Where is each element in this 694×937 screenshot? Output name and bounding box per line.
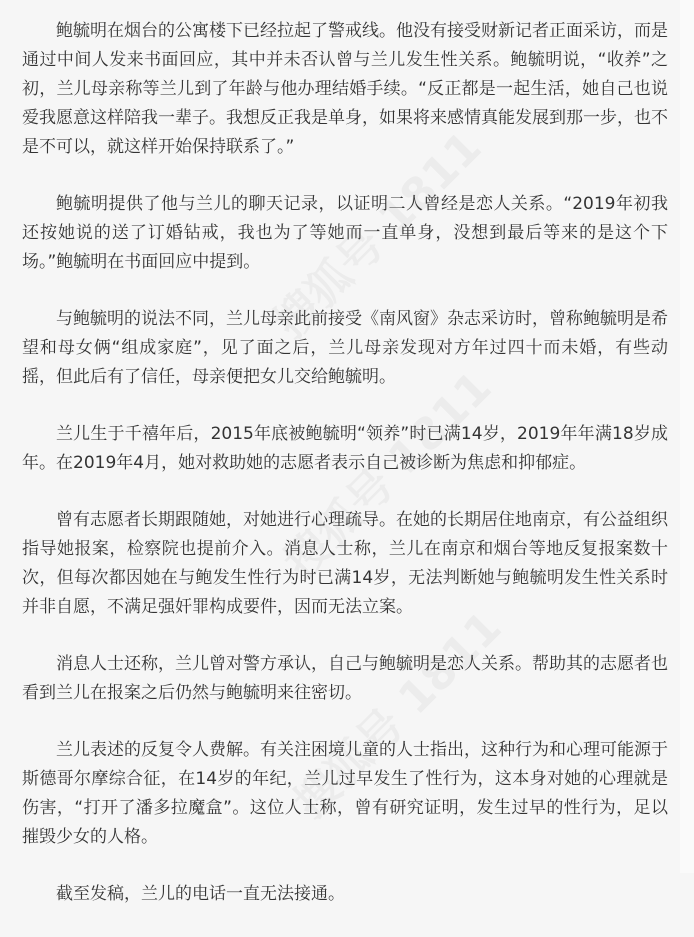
page-edge: [680, 0, 694, 873]
paragraph-3: 与鲍毓明的说法不同，兰儿母亲此前接受《南风窗》杂志采访时，曾称鲍毓明是希望和母女俩“组成家庭”，见了面之后，兰儿母亲发现对方年过四十而未婚，有些动摇，但此后有了信任，母亲便把女儿交给鲍毓明。: [22, 309, 668, 387]
paragraph-1: 鲍毓明在烟台的公寓楼下已经拉起了警戒线。他没有接受财新记者正面采访，而是通过中间人发来书面回应，其中并未否认曾与兰儿发生性关系。鲍毓明说，“收养”之初，兰儿母亲称等兰儿到了年龄与他办理结婚手续。“反正都是一起生活，她自己也说爱我愿意这样陪我一辈子。我想反正我是单身，如果将来感情真能发展到那一步，也不是不可以，就这样开始保持联系了。”: [22, 21, 668, 157]
article-body: [22, 17, 668, 937]
paragraph-5: 曾有志愿者长期跟随她，对她进行心理疏导。在她的长期居住地南京，有公益组织指导她报案，检察院也提前介入。消息人士称，兰儿在南京和烟台等地反复报案数十次，但每次都因她在与鲍发生性行为时已满14岁，无法判断她与鲍毓明发生性关系时并非自愿，不满足强奸罪构成要件，因而无法立案。: [22, 510, 668, 617]
paragraph-2: 鲍毓明提供了他与兰儿的聊天记录，以证明二人曾经是恋人关系。“2019年初我还按她说的送了订婚钻戒，我也为了等她而一直单身，没想到最后等来的是这个下场。”鲍毓明在书面回应中提到。: [22, 194, 668, 272]
paragraph-6: 消息人士还称，兰儿曾对警方承认，自己与鲍毓明是恋人关系。帮助其的志愿者也看到兰儿在报案之后仍然与鲍毓明来往密切。: [22, 654, 668, 703]
paragraph-8: 截至发稿，兰儿的电话一直无法接通。: [56, 884, 345, 904]
paragraph-4: 兰儿生于千禧年后，2015年底被鲍毓明“领养”时已满14岁，2019年年满18岁成年。在2019年4月，她对救助她的志愿者表示自己被诊断为焦虑和抑郁症。: [22, 424, 668, 473]
paragraph-7: 兰儿表述的反复令人费解。有关注困境儿童的人士指出，这种行为和心理可能源于斯德哥尔摩综合征，在14岁的年纪，兰儿过早发生了性行为，这本身对她的心理就是伤害，“打开了潘多拉魔盒”。这位人士称，曾有研究证明，发生过早的性行为，足以摧毁少女的人格。: [22, 740, 668, 847]
